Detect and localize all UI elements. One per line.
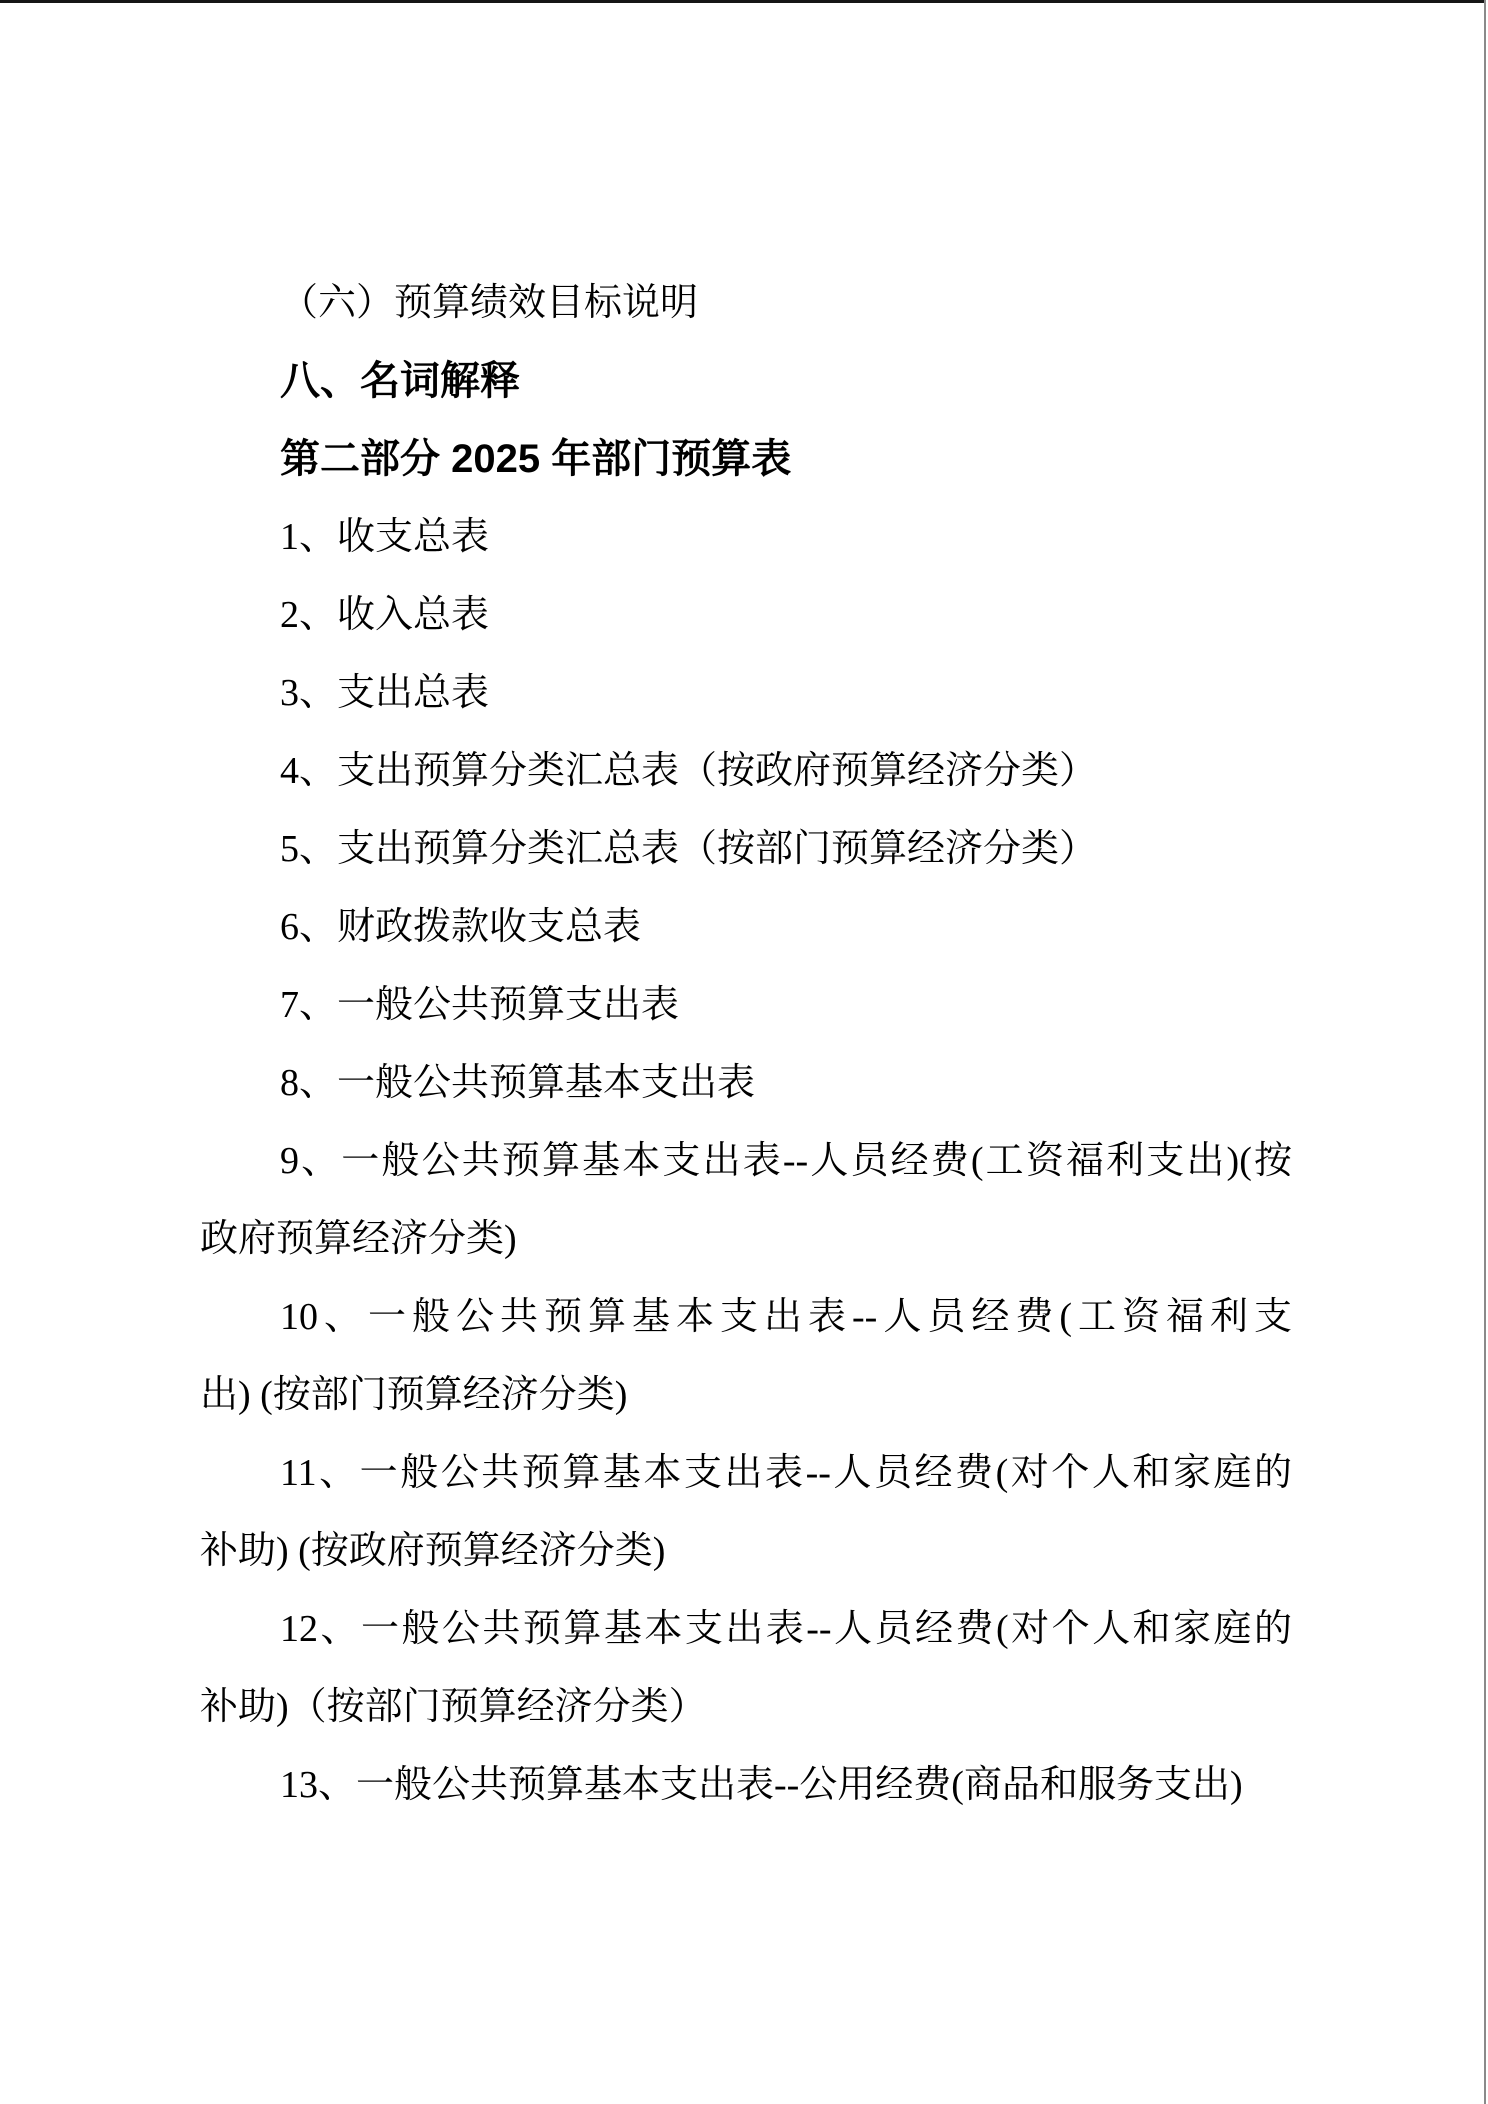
page-top-edge [0, 0, 1484, 3]
toc-item-10: 10、一般公共预算基本支出表--人员经费(工资福利支 [280, 1296, 1292, 1338]
section-heading-glossary: 八、名词解释 [280, 359, 520, 403]
toc-item-11-continuation: 补助) (按政府预算经济分类) [200, 1530, 666, 1572]
document-content [200, 264, 1292, 1824]
toc-item-9: 9、一般公共预算基本支出表--人员经费(工资福利支出)(按 [280, 1140, 1292, 1182]
toc-item-10-continuation: 出) (按部门预算经济分类) [200, 1374, 628, 1416]
toc-item-4: 4、支出预算分类汇总表（按政府预算经济分类） [280, 750, 1098, 792]
toc-item-6: 6、财政拨款收支总表 [280, 906, 642, 948]
toc-item-8: 8、一般公共预算基本支出表 [280, 1062, 756, 1104]
toc-item-12: 12、一般公共预算基本支出表--人员经费(对个人和家庭的 [280, 1608, 1292, 1650]
section-heading-part2: 第二部分 2025 年部门预算表 [280, 437, 792, 481]
toc-item-5: 5、支出预算分类汇总表（按部门预算经济分类） [280, 828, 1098, 870]
toc-item-12-continuation: 补助)（按部门预算经济分类） [200, 1686, 707, 1728]
toc-item-11: 11、一般公共预算基本支出表--人员经费(对个人和家庭的 [280, 1452, 1292, 1494]
toc-item-13: 13、一般公共预算基本支出表--公用经费(商品和服务支出) [280, 1764, 1243, 1806]
toc-item-3: 3、支出总表 [280, 672, 490, 714]
toc-item-1: 1、收支总表 [280, 516, 490, 558]
subsection-title-6: （六）预算绩效目标说明 [280, 282, 699, 324]
toc-item-9-continuation: 政府预算经济分类) [200, 1218, 517, 1260]
toc-item-2: 2、收入总表 [280, 594, 490, 636]
page-right-edge-line [1484, 0, 1486, 2104]
toc-item-7: 7、一般公共预算支出表 [280, 984, 680, 1026]
